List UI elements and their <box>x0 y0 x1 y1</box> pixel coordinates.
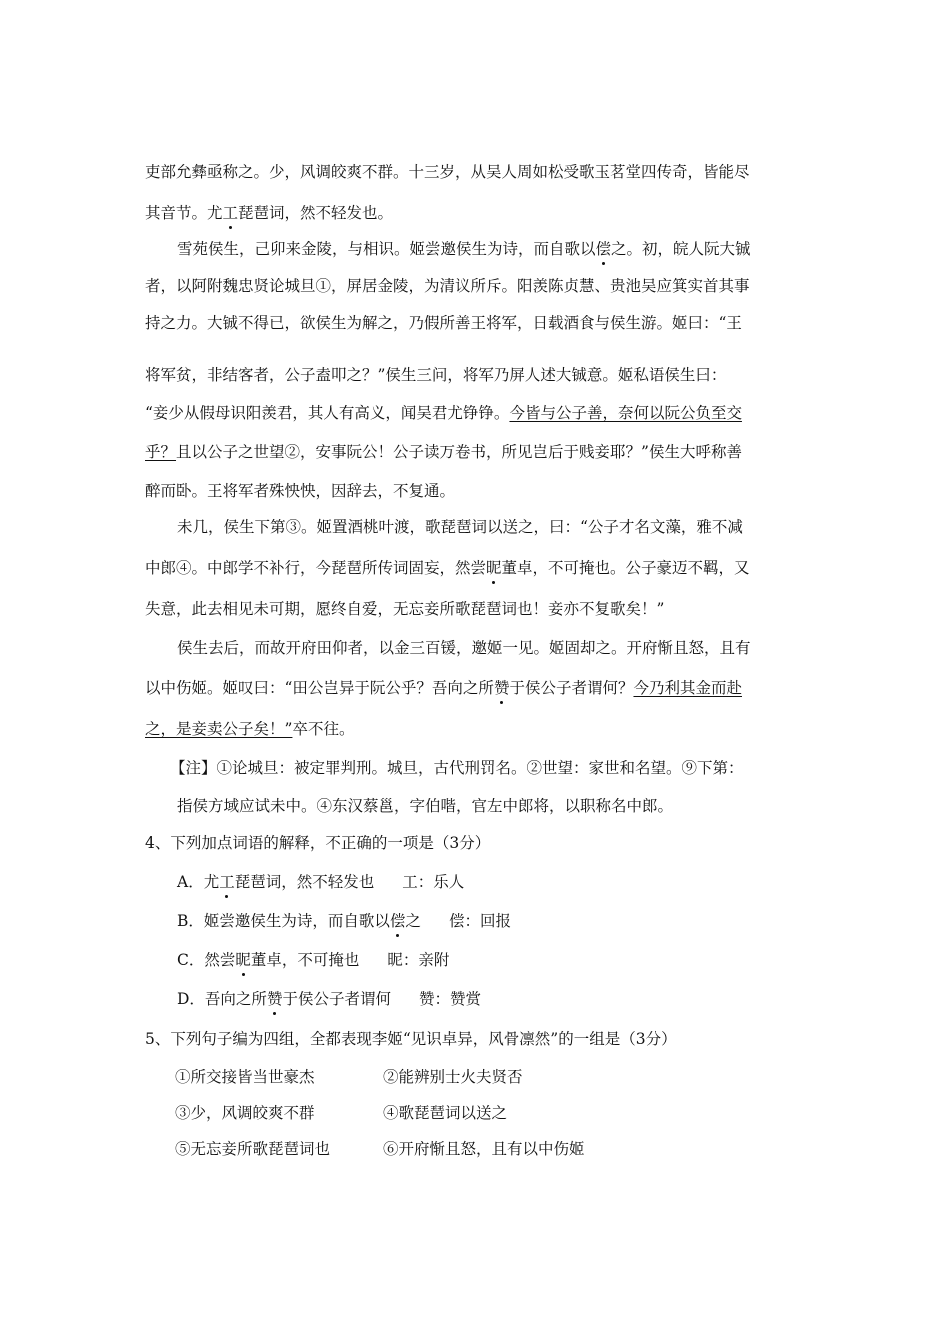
passage-line: 失意，此去相见未可期，愿终自爱，无忘妾所歌琵琶词也！妾亦不复歌矣！” <box>145 600 665 618</box>
option-gloss: 工：乐人 <box>402 873 465 891</box>
option-gloss: 偿：回报 <box>448 912 511 930</box>
underlined-sentence: 今乃利其金而赴 <box>633 679 742 697</box>
emphasis-dot-word: 工 <box>219 873 235 891</box>
question-5-item: ④歌琵琶词以送之 <box>383 1104 508 1122</box>
underlined-sentence: 乎？ <box>145 443 177 461</box>
option-gloss: 赞：赞赏 <box>418 990 481 1008</box>
passage-line: 之，是妾卖公子矣！”卒不往。 <box>145 720 355 738</box>
emphasis-dot-word: 赞 <box>266 990 283 1008</box>
passage-line: “妾少从假母识阳羡君，其人有高义，闻吴君尤铮铮。今皆与公子善，奈何以阮公负至交 <box>145 404 742 422</box>
question-4-option-b: B．姬尝邀侯生为诗，而自歌以偿之 偿：回报 <box>177 912 511 930</box>
emphasis-dot-word: 昵 <box>486 559 502 577</box>
footnote-line: 【注】①论城旦：被定罪判刑。城旦，古代刑罚名。②世望：家世和名望。⑨下第： <box>170 759 744 777</box>
footnote-line: 指侯方域应试未中。④东汉蔡邕，字伯喈，官左中郎将，以职称名中郎。 <box>177 797 674 815</box>
passage-line: 未几，侯生下第③。姬置酒桃叶渡，歌琵琶词以送之，曰：“公子才名文藻，雅不减 <box>177 518 743 536</box>
question-4-stem: 4、下列加点词语的解释，不正确的一项是（3分） <box>145 834 491 852</box>
emphasis-dot-word: 工 <box>222 204 239 222</box>
emphasis-dot-word: 偿 <box>595 240 612 258</box>
question-5-stem: 5、下列句子编为四组，全都表现李姬“见识卓异，风骨凛然”的一组是（3分） <box>145 1030 677 1048</box>
question-5-item: ③少，风调皎爽不群 <box>175 1104 315 1122</box>
question-5-item: ⑥开府惭且怒，且有以中伤姬 <box>383 1140 585 1158</box>
passage-line: 雪苑侯生，己卯来金陵，与相识。姬尝邀侯生为诗，而自歌以偿之。初，皖人阮大铖 <box>177 240 751 258</box>
passage-line: 将军贫，非结客者，公子盍叩之？”侯生三问，将军乃屏人述大铖意。姬私语侯生曰： <box>145 366 727 384</box>
question-4-option-c: C．然尝昵董卓，不可掩也 昵：亲附 <box>177 951 450 969</box>
passage-line: 者，以阿附魏忠贤论城旦①，屏居金陵，为清议所斥。阳羡陈贞慧、贵池吴应箕实首其事 <box>145 277 750 295</box>
question-5-item: ⑤无忘妾所歌琵琶词也 <box>175 1140 331 1158</box>
passage-line: 醉而卧。王将军者殊怏怏，因辞去，不复通。 <box>145 482 456 500</box>
question-5-item: ②能辨别士火夫贤否 <box>383 1068 523 1086</box>
passage-line: 其音节。尤工琵琶词，然不轻发也。 <box>145 204 394 222</box>
option-gloss: 昵：亲附 <box>387 951 450 969</box>
underlined-sentence: 之，是妾卖公子矣！” <box>145 720 293 738</box>
passage-line: 侯生去后，而故开府田仰者，以金三百锾，邀姬一见。姬固却之。开府惭且怒，且有 <box>177 639 751 657</box>
question-4-option-d: D．吾向之所赞于侯公子者谓何 赞：赞赏 <box>177 990 481 1008</box>
passage-line: 中郎④。中郎学不补行，今琵琶所传词固妄，然尝昵董卓，不可掩也。公子豪迈不羁，又 <box>145 559 750 577</box>
underlined-sentence: 今皆与公子善，奈何以阮公负至交 <box>509 404 742 422</box>
passage-line: 持之力。大铖不得已，欲侯生为解之，乃假所善王将军，日载酒食与侯生游。姬曰：“王 <box>145 314 742 332</box>
passage-line: 吏部允彝亟称之。少，风调皎爽不群。十三岁，从吴人周如松受歌玉茗堂四传奇，皆能尽 <box>145 163 750 181</box>
passage-line: 乎？且以公子之世望②，安事阮公！公子读万卷书，所见岂后于贱妾耶？”侯生大呼称善 <box>145 443 742 461</box>
emphasis-dot-word: 偿 <box>389 912 406 930</box>
question-5-item: ①所交接皆当世豪杰 <box>175 1068 315 1086</box>
question-4-option-a: A．尤工琵琶词，然不轻发也 工：乐人 <box>177 873 465 891</box>
emphasis-dot-word: 昵 <box>235 951 251 969</box>
passage-line: 以中伤姬。姬叹曰：“田公岂异于阮公乎？吾向之所赞于侯公子者谓何？今乃利其金而赴 <box>145 679 742 697</box>
emphasis-dot-word: 赞 <box>493 679 510 697</box>
